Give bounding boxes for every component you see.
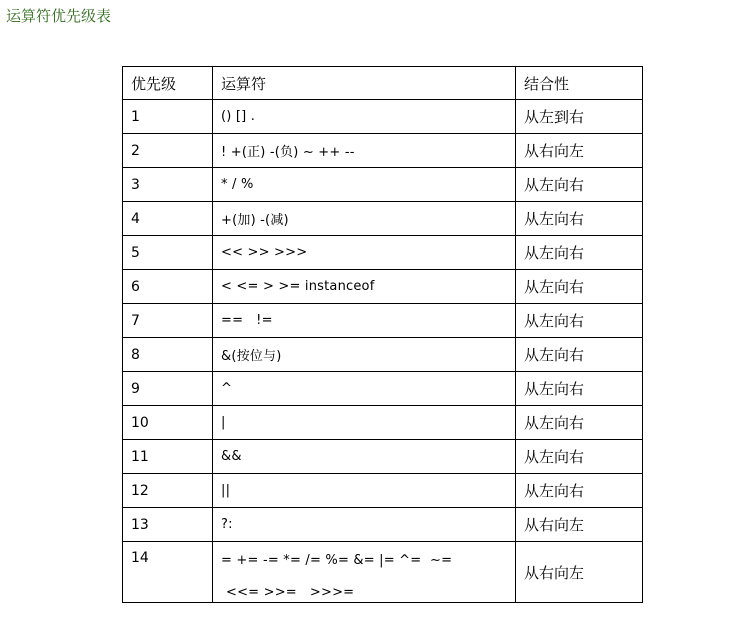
page-title: 运算符优先级表 — [6, 7, 112, 25]
operator-cell: +(加) -(减) — [213, 202, 516, 236]
table-row — [123, 372, 643, 406]
operator-cell: * / % — [213, 168, 516, 202]
operator-line-1: = += -= *= /= %= &= |= ^= ~= — [221, 553, 453, 568]
operator-cell — [213, 542, 516, 603]
operator-precedence-table — [122, 66, 643, 603]
associativity-cell: 从左向右 — [516, 440, 643, 474]
associativity-cell: 从左向右 — [516, 338, 643, 372]
associativity-cell: 从左向右 — [516, 270, 643, 304]
table-row — [123, 474, 643, 508]
level-cell: 8 — [123, 338, 213, 372]
table-row — [123, 440, 643, 474]
table-row — [123, 406, 643, 440]
table-row — [123, 134, 643, 168]
associativity-cell: 从左向右 — [516, 202, 643, 236]
level-cell: 6 — [123, 270, 213, 304]
level-cell: 11 — [123, 440, 213, 474]
table-row — [123, 168, 643, 202]
table-row — [123, 338, 643, 372]
level-cell: 7 — [123, 304, 213, 338]
table-row — [123, 508, 643, 542]
operator-cell: ! +(正) -(负) ~ ++ -- — [213, 134, 516, 168]
header-operator: 运算符 — [213, 67, 516, 100]
level-cell: 5 — [123, 236, 213, 270]
table-row — [123, 236, 643, 270]
level-cell: 13 — [123, 508, 213, 542]
table-row — [123, 270, 643, 304]
operator-cell: << >> >>> — [213, 236, 516, 270]
associativity-cell: 从左向右 — [516, 406, 643, 440]
associativity-cell: 从左向右 — [516, 372, 643, 406]
header-associativity: 结合性 — [516, 67, 643, 100]
operator-cell: || — [213, 474, 516, 508]
level-cell: 2 — [123, 134, 213, 168]
associativity-cell: 从左向右 — [516, 304, 643, 338]
level-cell: 1 — [123, 100, 213, 134]
table-header-row — [123, 67, 643, 100]
level-cell: 9 — [123, 372, 213, 406]
associativity-cell: 从左到右 — [516, 100, 643, 134]
table-row — [123, 100, 643, 134]
operator-cell: == != — [213, 304, 516, 338]
associativity-cell: 从右向左 — [516, 542, 643, 603]
associativity-cell: 从右向左 — [516, 134, 643, 168]
operator-cell: ^ — [213, 372, 516, 406]
level-cell: 10 — [123, 406, 213, 440]
level-cell: 12 — [123, 474, 213, 508]
level-cell: 14 — [123, 542, 213, 603]
associativity-cell: 从左向右 — [516, 236, 643, 270]
associativity-cell: 从右向左 — [516, 508, 643, 542]
header-level: 优先级 — [123, 67, 213, 100]
operator-cell: &(按位与) — [213, 338, 516, 372]
table-row — [123, 542, 643, 603]
operator-cell: ?: — [213, 508, 516, 542]
operator-cell: < <= > >= instanceof — [213, 270, 516, 304]
operator-cell: && — [213, 440, 516, 474]
operator-cell: | — [213, 406, 516, 440]
table-row — [123, 304, 643, 338]
table-row — [123, 202, 643, 236]
associativity-cell: 从左向右 — [516, 474, 643, 508]
level-cell: 3 — [123, 168, 213, 202]
associativity-cell: 从左向右 — [516, 168, 643, 202]
operator-line-2: <<= >>= >>>= — [226, 585, 355, 600]
operator-cell: () [] . — [213, 100, 516, 134]
level-cell: 4 — [123, 202, 213, 236]
